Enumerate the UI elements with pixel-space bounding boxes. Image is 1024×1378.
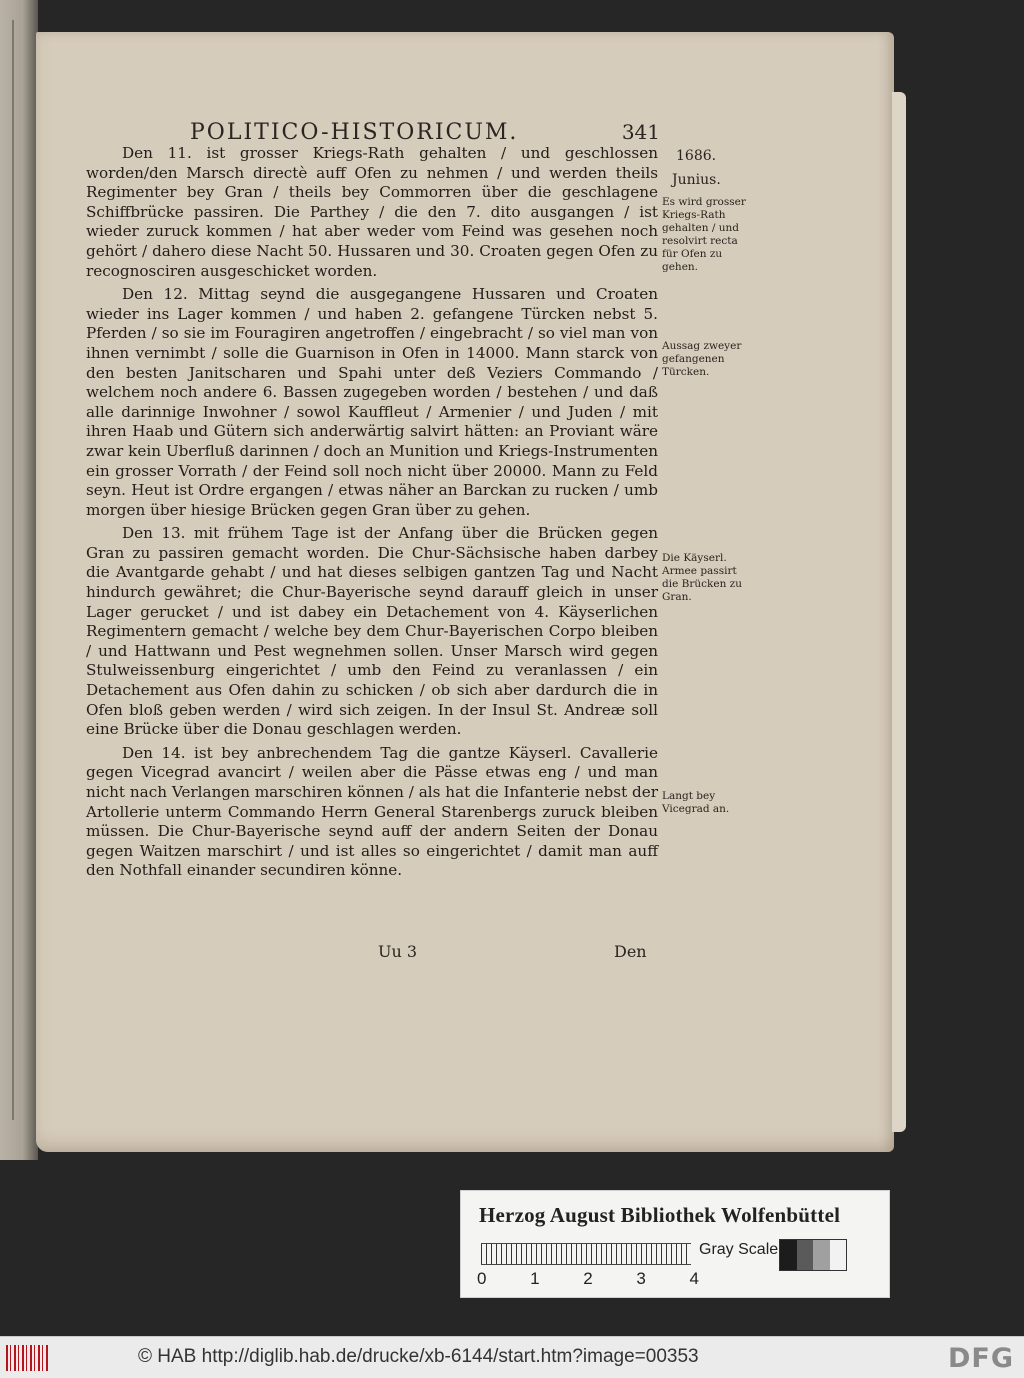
margin-month: Junius. bbox=[672, 172, 721, 188]
signature-mark: Uu 3 bbox=[378, 942, 418, 961]
margin-year: 1686. bbox=[676, 148, 717, 164]
facing-page-edge bbox=[0, 0, 38, 1160]
margin-note-2: Aussag zweyer gefangenen Türcken. bbox=[662, 340, 742, 378]
ruler-label: 1 bbox=[530, 1269, 540, 1288]
body-text bbox=[86, 144, 658, 885]
running-head: POLITICO-HISTORICUM. bbox=[190, 119, 519, 145]
grayscale-label: Gray Scale bbox=[699, 1241, 779, 1258]
footer-credit-link[interactable]: © HAB http://diglib.hab.de/drucke/xb-6144/start.htm?image=00353 bbox=[138, 1346, 699, 1367]
library-name: Herzog August Bibliothek Wolfenbüttel bbox=[479, 1203, 841, 1227]
ruler-labels bbox=[477, 1269, 699, 1289]
catchword: Den bbox=[614, 942, 647, 961]
paragraph-1: Den 11. ist grosser Kriegs-Rath gehalten / und geschlossen worden/den Marsch directè auff Ofen zu nehmen / und werden theils Regimenter bey Gran / theils bey Commorren über die geschlagene Schiffbrücke passiren. Die Parthey / die den 7. dito ausgangen / ist wieder zuruck kommen / hat aber weder vom Feind was gesehen noch gehört / dahero diese Nacht 50. Hussaren und 30. Croaten gegen Ofen zu recognosciren ausgeschicket worden. bbox=[86, 144, 658, 280]
hab-barcode-icon bbox=[6, 1345, 50, 1371]
gray-patch bbox=[780, 1240, 797, 1270]
gray-patch bbox=[797, 1240, 814, 1270]
margin-note-3: Die Käyserl. Armee passirt die Brücken zu Gran. bbox=[662, 552, 742, 603]
margin-note-4: Langt bey Vicegrad an. bbox=[662, 790, 730, 815]
scale-ruler bbox=[481, 1243, 691, 1265]
ruler-label: 0 bbox=[477, 1269, 487, 1288]
grayscale-swatch bbox=[779, 1239, 847, 1271]
color-target-card bbox=[460, 1190, 890, 1298]
footer-bar bbox=[0, 1336, 1024, 1378]
gray-patch bbox=[813, 1240, 830, 1270]
page-number: 341 bbox=[621, 120, 660, 144]
facing-page-fold bbox=[12, 20, 14, 1120]
ruler-label: 4 bbox=[689, 1269, 699, 1288]
ruler-label: 2 bbox=[583, 1269, 593, 1288]
paragraph-2: Den 12. Mittag seynd die ausgegangene Hussaren und Croaten wieder ins Lager kommen / und haben 2. gefangene Türcken nebst 5. Pferden / so sie im Fouragiren angetroffen / eingebracht / so viel man von ihnen vernimbt / solle die Guarnison in Ofen in 14000. Mann starck von den besten Janitscharen und Spahi unter deß Veziers Commando / welchem noch andere 6. Bassen zugegeben worden / bestehen / und daß alle darinnige Inwohner / sowol Kauffleut / Armenier / und Juden / mit ihren Haab und Gütern sich anderwärtig salvirt hätten: an Proviant wäre zwar kein Uberfluß darinnen / doch an Munition und Kriegs-Instrumenten ein grosser Vorrath / der Feind soll noch nicht über 20000. Mann zu Feld seyn. Heut ist Ordre ergangen / etwas näher an Barckan zu rucken / umb morgen über hiesige Brücken gegen Gran über zu gehen. bbox=[86, 285, 658, 519]
paragraph-3: Den 13. mit frühem Tage ist der Anfang über die Brücken gegen Gran zu passiren gemacht worden. Die Chur-Sächsische haben darbey die Avantgarde gehabt / und hat dieses selbigen gantzen Tag und Nacht hindurch gewähret; die Chur-Bayerische seynd darauff gleich in unser Lager gerucket / und ist dabey ein Detachement von 4. Käyserlichen Regimentern gemacht / welche bey dem Chur-Bayerischen Corpo bleiben / und Hattwann und Pest wegnehmen sollen. Unser Marsch wird gegen Stulweissenburg eingerichtet / umb den Feind zu veranlassen / ein Detachement aus Ofen dahin zu schicken / ob sich aber dardurch die in Ofen bloß geben werden / wird sich zeigen. In der Insul St. Andreæ soll eine Brücke über die Donau geschlagen werden. bbox=[86, 524, 658, 739]
paragraph-4: Den 14. ist bey anbrechendem Tag die gantze Käyserl. Cavallerie gegen Vicegrad avancirt / weilen aber die Pässe etwas eng / und man nicht nach Verlangen marschiren können / als hat die Infanterie nebst der Artollerie unterm Commando Herrn General Starenbergs zuruck bleiben müssen. Die Chur-Bayerische seynd auff der andern Seiten der Donau gegen Waitzen marschirt / und ist alles so eingerichtet / damit man auff den Nothfall einander secundiren könne. bbox=[86, 743, 658, 880]
ruler-label: 3 bbox=[636, 1269, 646, 1288]
margin-note-1: Es wird grosser Kriegs-Rath gehalten / und resolvirt recta für Ofen zu gehen. bbox=[662, 196, 746, 273]
gray-patch bbox=[830, 1240, 847, 1270]
dfg-logo: DFG bbox=[947, 1343, 1014, 1374]
